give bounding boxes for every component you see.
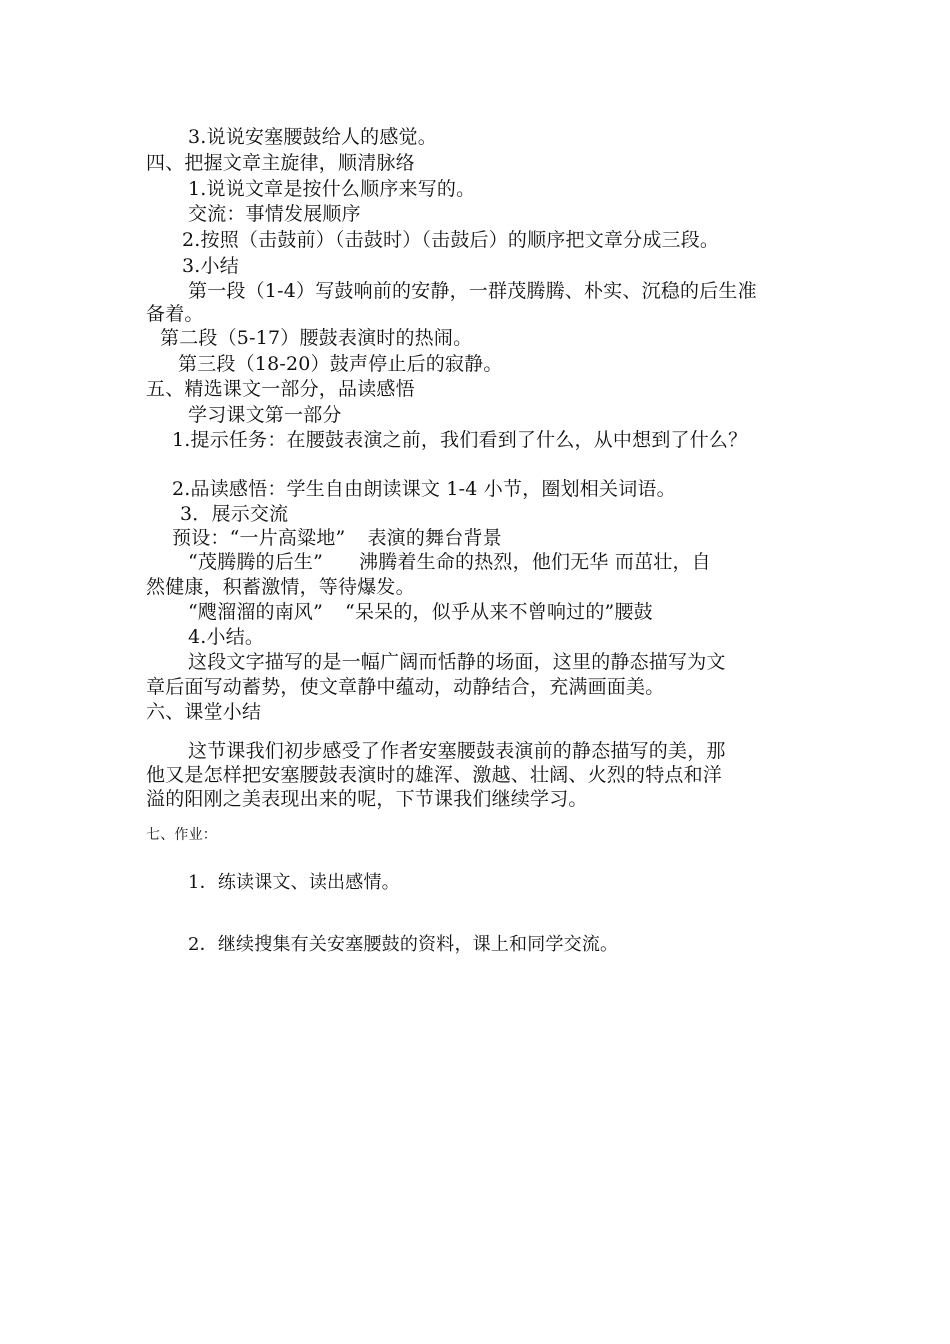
- preset-meaning-1: 表演的舞台背景: [367, 527, 502, 549]
- paragraph-1-line-2: 备着。: [146, 303, 204, 325]
- preset-line: [172, 525, 502, 551]
- class-summary-line-3: 溢的阳刚之美表现出来的呢，下节课我们继续学习。: [146, 788, 588, 810]
- preset-quote-4: “呆呆的，似乎从来不曾响过的”腰鼓: [345, 601, 653, 623]
- section-5-heading: 五、精选课文一部分，品读感悟: [146, 378, 415, 400]
- class-summary-line-2: 他又是怎样把安塞腰鼓表演时的雄浑、激越、壮阔、火烈的特点和洋: [146, 764, 723, 786]
- study-part-1: 学习课文第一部分: [188, 404, 342, 426]
- preset-line-2: [188, 549, 711, 575]
- reading-task: 2.品读感悟：学生自由朗读课文 1-4 小节，圈划相关词语。: [172, 478, 676, 500]
- preset-quote-1: 预设：“一片高粱地”: [172, 527, 346, 549]
- summary-text-line-2: 章后面写动蓄势，使文章静中蕴动，动静结合，充满画面美。: [146, 676, 665, 698]
- section-7-heading: 七、作业：: [146, 827, 217, 843]
- summary-4: 4.小结。: [188, 626, 265, 648]
- summary-text-line-1: 这段文字描写的是一幅广阔而恬静的场面，这里的静态描写为文: [188, 651, 726, 673]
- item-order: 1.说说文章是按什么顺序来写的。: [188, 178, 476, 200]
- class-summary-line-1: 这节课我们初步感受了作者安塞腰鼓表演前的静态描写的美，那: [188, 740, 726, 762]
- homework-1: 1．练读课文、读出感情。: [188, 872, 400, 893]
- section-4-heading: 四、把握文章主旋律，顺清脉络: [146, 152, 415, 174]
- paragraph-3: 第三段（18-20）鼓声停止后的寂静。: [178, 353, 503, 375]
- show-exchange: 3．展示交流: [180, 503, 289, 525]
- preset-quote-2: “茂腾腾的后生”: [188, 551, 324, 573]
- task-prompt: 1.提示任务：在腰鼓表演之前，我们看到了什么，从中想到了什么？: [172, 429, 748, 451]
- exchange-line: 交流：事情发展顺序: [188, 203, 361, 225]
- paragraph-1-line-1: 第一段（1-4）写鼓响前的安静，一群茂腾腾、朴实、沉稳的后生准: [188, 280, 757, 302]
- section-6-heading: 六、课堂小结: [146, 701, 262, 723]
- item-summary: 3.小结: [182, 255, 239, 277]
- preset-quote-3: “飕溜溜的南风”: [188, 601, 324, 623]
- preset-meaning-2: 沸腾着生命的热烈，他们无华 而茁壮，自: [359, 551, 711, 573]
- item-divide: 2.按照（击鼓前）（击鼓时）（击鼓后）的顺序把文章分成三段。: [182, 229, 720, 251]
- preset-line-3: [188, 599, 653, 625]
- preset-line-2-cont: 然健康，积蓄激情，等待爆发。: [146, 576, 415, 598]
- homework-2: 2．继续搜集有关安塞腰鼓的资料，课上和同学交流。: [188, 934, 619, 955]
- question-3: 3.说说安塞腰鼓给人的感觉。: [188, 126, 437, 148]
- paragraph-2: 第二段（5-17）腰鼓表演时的热闹。: [160, 327, 473, 349]
